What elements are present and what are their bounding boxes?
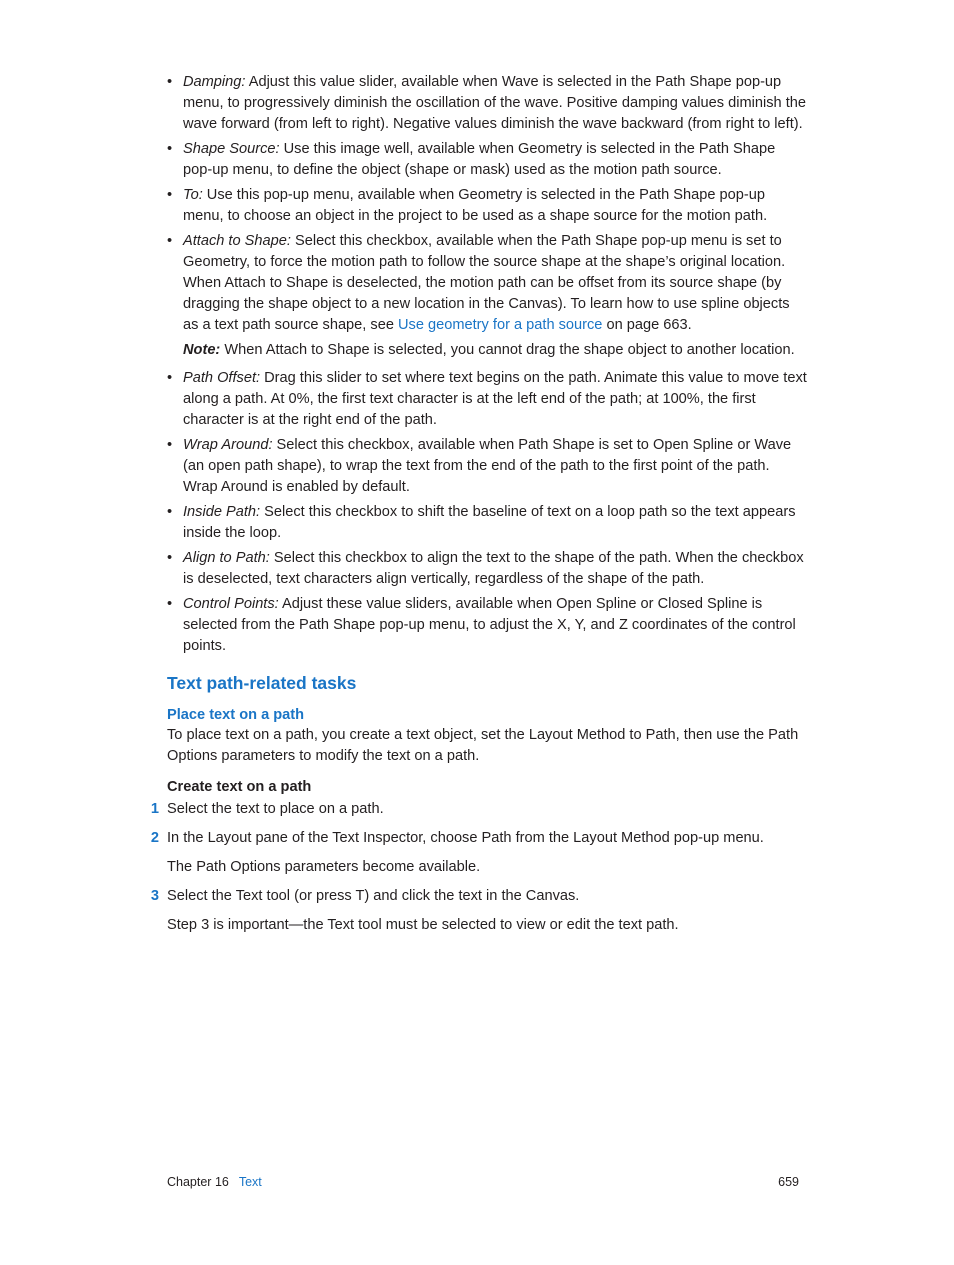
list-item [167, 594, 807, 657]
step-note: The Path Options parameters become available. [167, 859, 481, 875]
steps-heading: Create text on a path [167, 779, 312, 795]
bullet-icon: • [167, 504, 173, 520]
list-item [167, 502, 807, 544]
note-paragraph [167, 340, 807, 361]
note-label: Note: [183, 342, 221, 358]
list-item [167, 231, 807, 336]
step-note: Step 3 is important—the Text tool must be selected to view or edit the text path. [167, 917, 679, 933]
list-item [167, 435, 807, 498]
page-footer [167, 1173, 799, 1191]
parameter-term: Wrap Around: [183, 437, 273, 453]
bullet-icon: • [167, 370, 173, 386]
list-item [167, 139, 807, 181]
parameter-term: Control Points: [183, 596, 279, 612]
task-intro: To place text on a path, you create a text object, set the Layout Method to Path, then use the Path Options parameters to modify the text on a path. [167, 727, 799, 764]
cross-reference-link[interactable]: Use geometry for a path source [398, 317, 603, 333]
parameter-term: Align to Path: [183, 550, 270, 566]
bullet-icon: • [167, 596, 173, 612]
parameter-description: Select this checkbox, available when Path Shape is set to Open Spline or Wave (an open path shape), to wrap the text from the end of the path to the first point of the path. Wrap Around is enabled by default. [183, 437, 792, 495]
bullet-icon: • [167, 187, 173, 203]
note-text: When Attach to Shape is selected, you cannot drag the shape object to another location. [220, 342, 795, 358]
task-heading: Place text on a path [167, 707, 305, 723]
section-heading: Text path-related tasks [167, 673, 357, 693]
step-text: Select the text to place on a path. [167, 801, 384, 817]
step-text: Select the Text tool (or press T) and click the text in the Canvas. [167, 888, 580, 904]
parameter-term: Inside Path: [183, 504, 261, 520]
parameter-term: Shape Source: [183, 141, 280, 157]
bullet-icon: • [167, 74, 173, 90]
bullet-icon: • [167, 437, 173, 453]
step-number: 2 [150, 830, 159, 846]
step-text: In the Layout pane of the Text Inspector, choose Path from the Layout Method pop-up menu. [167, 830, 764, 846]
bullet-icon: • [167, 550, 173, 566]
list-item [167, 548, 807, 590]
parameter-term: To: [183, 187, 203, 203]
parameter-description: Drag this slider to set where text begins on the path. Animate this value to move text along a path. At 0%, the first text character is at the left end of the path; at 100%, the first character is at the right end of the path. [183, 370, 807, 428]
parameter-term: Path Offset: [183, 370, 261, 386]
parameter-description: Select this checkbox to align the text to the shape of the path. When the checkbox is deselected, text characters align vertically, regardless of the shape of the path. [183, 550, 804, 587]
parameter-description: Select this checkbox to shift the baseline of text on a loop path so the text appears inside the loop. [183, 504, 796, 541]
bullet-icon: • [167, 141, 173, 157]
list-item [167, 185, 807, 227]
chapter-title-link[interactable]: Text [238, 1175, 262, 1189]
parameter-description: Adjust these value sliders, available when Open Spline or Closed Spline is selected from the Path Shape pop-up menu, to adjust the X, Y, and Z coordinates of the control points. [183, 596, 796, 654]
parameter-description: Adjust this value slider, available when Wave is selected in the Path Shape pop-up menu, to progressively diminish the oscillation of the wave. Positive damping values diminish the wave forward (from left to right). Negative values diminish the wave backward (from right to left). [183, 74, 806, 132]
parameter-description: Use this image well, available when Geometry is selected in the Path Shape pop-up menu, to define the object (shape or mask) used as the motion path source. [183, 141, 776, 178]
step-number: 3 [150, 888, 159, 904]
parameter-description: Select this checkbox, available when the Path Shape pop-up menu is set to Geometry, to force the motion path to follow the source shape at the shape’s original location. When Attach to Shape is deselected, the motion path can be offset from its source shape (by dragging the shape object to a new location in the Canvas). To learn how to use spline objects as a text path source shape, see [183, 233, 790, 333]
step-item [150, 828, 807, 849]
page-content [150, 72, 807, 944]
step-item [150, 886, 807, 907]
parameter-term: Damping: [183, 74, 246, 90]
list-item [167, 72, 807, 135]
chapter-label: Chapter 16 [167, 1175, 229, 1189]
parameter-description-end: on page 663. [602, 317, 692, 333]
step-item [150, 799, 807, 820]
step-number: 1 [150, 801, 159, 817]
bullet-icon: • [167, 233, 173, 249]
parameter-description: Use this pop-up menu, available when Geometry is selected in the Path Shape pop-up menu, to choose an object in the project to be used as a shape source for the motion path. [183, 187, 768, 224]
parameter-list [167, 72, 807, 336]
page-number: 659 [778, 1175, 799, 1189]
list-item [167, 368, 807, 431]
parameter-list [167, 368, 807, 657]
parameter-term: Attach to Shape: [183, 233, 291, 249]
